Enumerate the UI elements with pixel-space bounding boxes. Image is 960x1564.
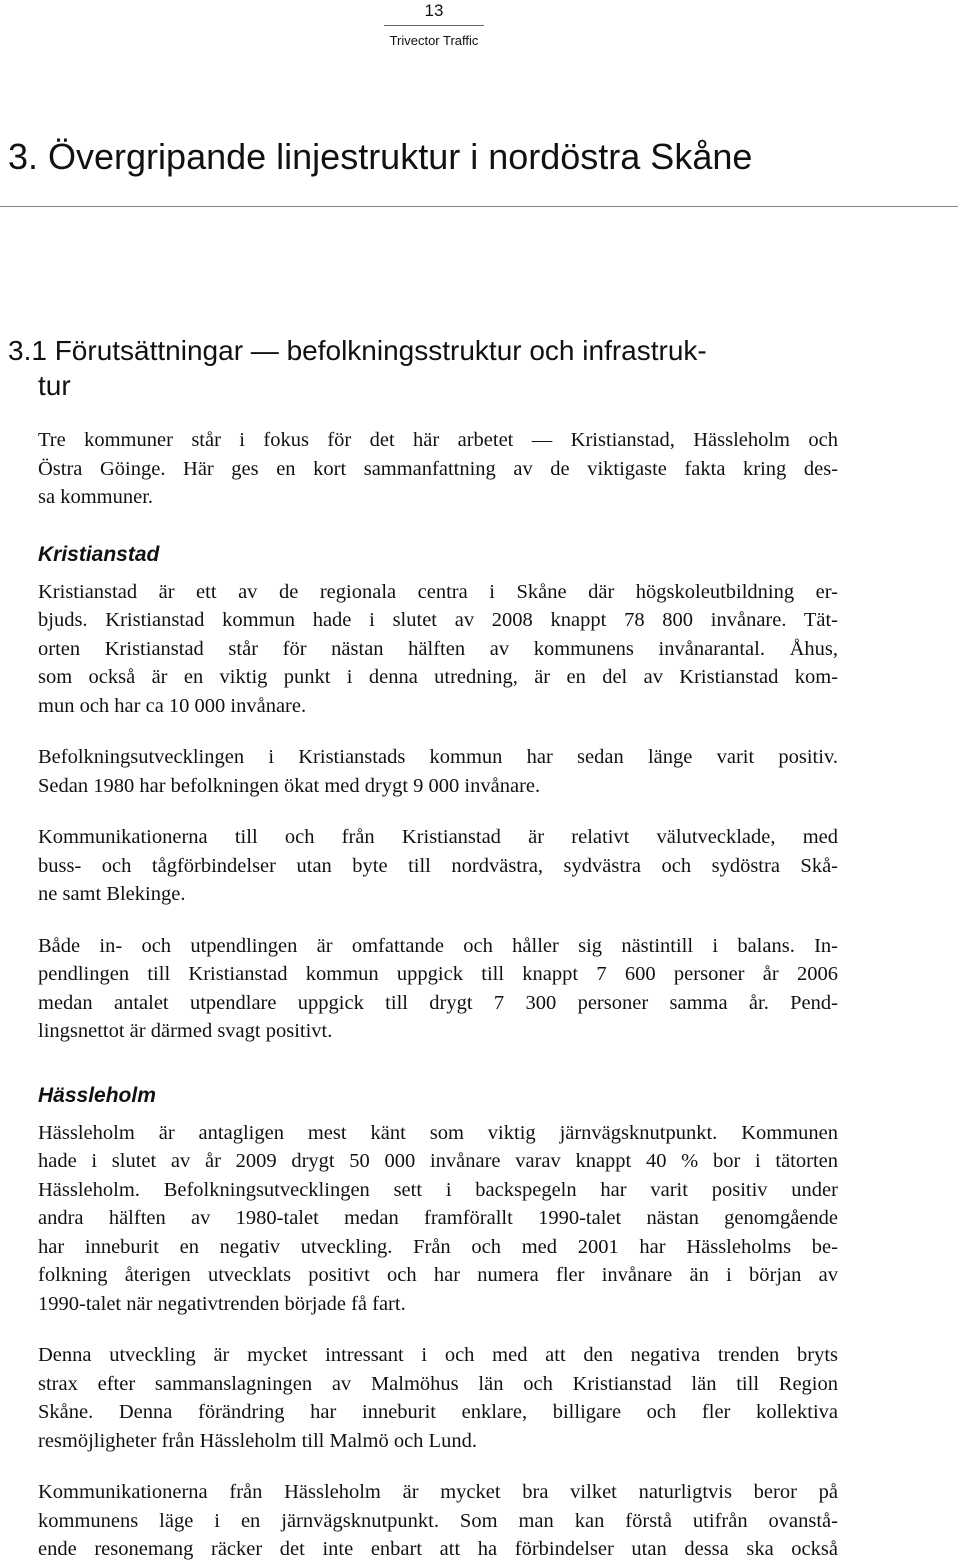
text-line: sa kommuner. — [38, 486, 154, 508]
text-line: buss- och tågförbindelser utan byte till nordvästra, sydvästra och sydöstra Skå- — [38, 854, 838, 877]
text-line: Både in- och utpendlingen är omfattande och håller sig nästintill i balans. In- — [38, 934, 838, 957]
paragraph — [38, 1341, 838, 1455]
text-line: orten Kristianstad står för nästan hälften av kommunens invånarantal. Åhus, — [38, 637, 838, 660]
text-line: Hässleholm. Befolkningsutvecklingen sett i backspegeln har varit positiv under — [38, 1178, 838, 1201]
paragraph — [38, 1478, 838, 1564]
text-line: Skåne. Denna förändring har inneburit enklare, billigare och fler kollektiva — [38, 1401, 838, 1423]
page-header — [0, 0, 960, 70]
text-line: Sedan 1980 har befolkningen ökat med drygt 9 000 invånare. — [38, 774, 541, 797]
paragraph — [38, 932, 838, 1046]
running-head: Trivector Traffic — [389, 33, 479, 48]
document-body — [8, 333, 838, 1564]
text-line: folkning återigen utvecklats positivt och har numera fler invånare än i början av — [38, 1264, 838, 1286]
text-line: Kristianstad är ett av de regionala centra i Skåne där högskoleutbildning er- — [38, 580, 838, 603]
paragraph — [38, 578, 838, 721]
header-rule — [384, 25, 484, 26]
text-line: lingsnettot är därmed svagt positivt. — [38, 1020, 333, 1042]
text-line: Östra Göinge. Här ges en kort sammanfattning av de viktigaste fakta kring des- — [38, 457, 838, 480]
text-line: ende resonemang räcker det inte enbart att ha förbindelser utan dessa ska också — [38, 1538, 838, 1560]
text-line: Befolkningsutvecklingen i Kristianstads kommun har sedan länge varit positiv. — [38, 746, 838, 768]
chapter-title: 3. Övergripande linjestruktur i nordöstra Skåne — [8, 136, 753, 177]
text-line: kommunens läge i en järnvägsknutpunkt. Som man kan förstå utifrån ovanstå- — [38, 1509, 838, 1532]
text-line: Tre kommuner står i fokus för det här arbetet — Kristianstad, Hässleholm och — [38, 429, 838, 451]
page-number: 13 — [424, 1, 444, 20]
text-line: har inneburit en negativ utveckling. Från och med 2001 har Hässleholms be- — [38, 1235, 838, 1258]
text-line: resmöjligheter från Hässleholm till Malmö och Lund. — [38, 1429, 477, 1452]
subheading-hassleholm: Hässleholm — [38, 1083, 156, 1107]
paragraph — [38, 1119, 838, 1319]
text-line: pendlingen till Kristianstad kommun uppgick till knappt 7 600 personer år 2006 — [38, 963, 838, 985]
text-line: medan antalet utpendlare uppgick till drygt 7 300 personer samma år. Pend- — [38, 991, 838, 1014]
chapter-rule — [0, 206, 958, 207]
paragraph — [38, 743, 838, 800]
text-line: Denna utveckling är mycket intressant i och med att den negativa trenden bryts — [38, 1344, 838, 1366]
text-line: Kommunikationerna från Hässleholm är mycket bra vilket naturligtvis beror på — [38, 1481, 838, 1503]
subheading-kristianstad: Kristianstad — [38, 542, 160, 566]
text-line: bjuds. Kristianstad kommun hade i slutet av 2008 knappt 78 800 invånare. Tät- — [38, 609, 838, 631]
intro-paragraph — [38, 426, 838, 512]
text-line: Hässleholm är antagligen mest känt som viktig järnvägsknutpunkt. Kommunen — [38, 1121, 838, 1144]
section-title-line: tur — [38, 370, 71, 401]
paragraph — [38, 823, 838, 909]
text-line: strax efter sammanslagningen av Malmöhus län och Kristianstad län till Region — [38, 1372, 838, 1395]
text-line: hade i slutet av år 2009 drygt 50 000 invånare varav knappt 40 % bor i tätorten — [38, 1150, 838, 1172]
section-title — [8, 333, 838, 403]
text-line: Kommunikationerna till och från Kristianstad är relativt välutvecklade, med — [38, 826, 838, 848]
text-line: mun och har ca 10 000 invånare. — [38, 694, 307, 717]
text-line: ne samt Blekinge. — [38, 883, 186, 905]
text-line: 1990-talet när negativtrenden började få fart. — [38, 1292, 406, 1315]
text-line: som också är en viktig punkt i denna utredning, är en del av Kristianstad kom- — [38, 666, 838, 688]
section-title-line: 3.1 Förutsättningar — befolkningsstruktur och infrastruk- — [8, 335, 707, 366]
text-line: andra hälften av 1980-talet medan framförallt 1990-talet nästan genomgående — [38, 1207, 838, 1229]
